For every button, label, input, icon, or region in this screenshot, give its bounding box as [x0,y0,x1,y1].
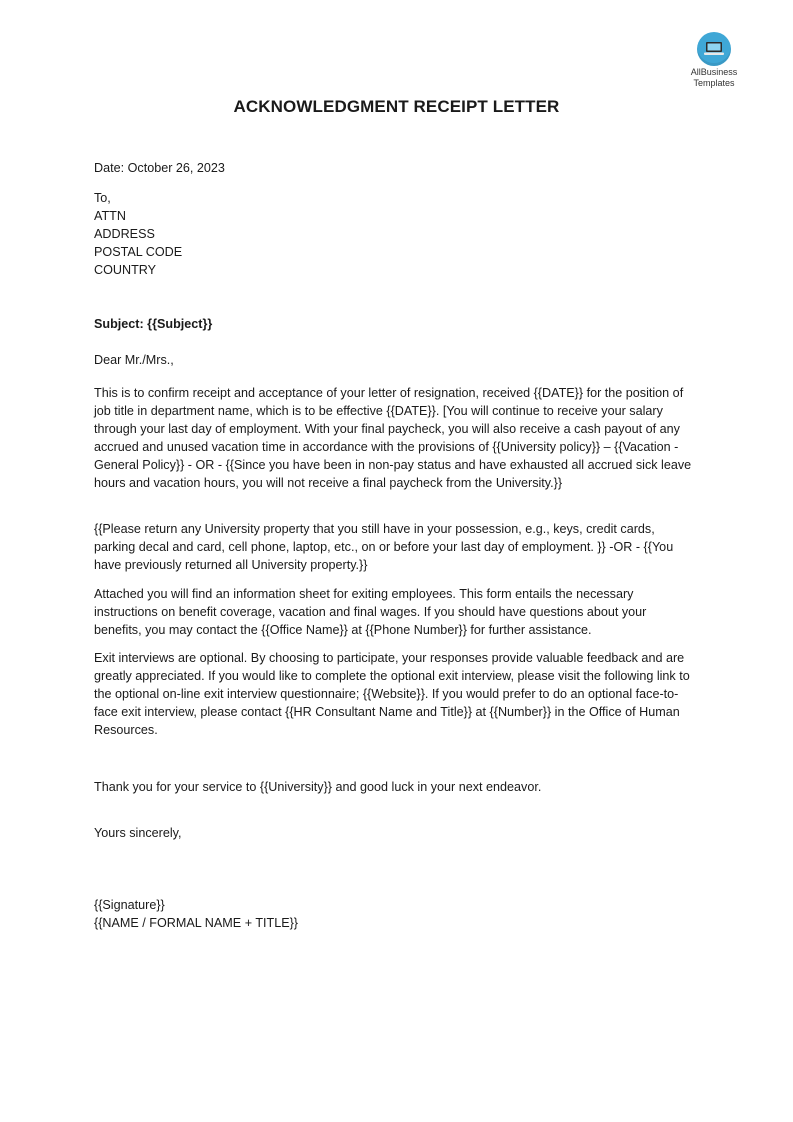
recipient-postal-code: POSTAL CODE [94,245,183,259]
logo-text-line2: Templates [693,78,735,88]
logo-text-line1: AllBusiness [690,67,738,77]
salutation: Dear Mr./Mrs., [94,353,174,367]
body-paragraph-information-sheet: Attached you will find an information sheet for exiting employees. This form entails the necessary instructions on benefit coverage, vacation and final wages. If you should have questions about your benefits, you may contact the {{Office Name}} at {{Phone Number}} for further assistance. [94,587,647,637]
recipient-country: COUNTRY [94,263,157,277]
closing-line: Yours sincerely, [94,826,182,840]
body-paragraph-resignation: This is to confirm receipt and acceptance of your letter of resignation, received {{DATE}} for the position of job title in department name, which is to be effective {{DATE}}. [You will continue to receive your salary through your last day of employment. With your final paycheck, you will also receive a cash payout of any accrued and unused vacation time in accordance with the provisions of {{University policy}} – {{Vacation - General Policy}} - OR - {{Since you have been in non-pay status and have exhausted all accrued sick leave hours and vacation hours, you will not receive a final paycheck from the University.}} [94,386,692,490]
recipient-to: To, [94,191,111,205]
body-paragraph-property: {{Please return any University property that you still have in your possession, e.g., keys, credit cards, parking decal and card, cell phone, laptop, etc., on or before your last day of employment. }} -OR - {{You have previously returned all University property.}} [94,522,674,572]
recipient-attn: ATTN [94,209,126,223]
signature-placeholder: {{Signature}} [94,898,165,912]
document-title: ACKNOWLEDGMENT RECEIPT LETTER [233,97,560,116]
recipient-address: ADDRESS [94,227,155,241]
subject-line: Subject: {{Subject}} [94,317,213,331]
date-line: Date: October 26, 2023 [94,161,225,175]
laptop-icon [697,32,731,66]
thanks-line: Thank you for your service to {{University}} and good luck in your next endeavor. [94,780,542,794]
allbusiness-templates-logo [686,32,742,88]
body-paragraph-exit-interview: Exit interviews are optional. By choosing to participate, your responses provide valuable feedback and are greatly appreciated. If you would like to complete the optional exit interview, please visit the following link to the optional on-line exit interview questionnaire; {{Website}}. If you would prefer to do an optional face-to-face exit interview, please contact {{HR Consultant Name and Title}} at {{Number}} in the Office of Human Resources. [94,651,690,737]
signer-name: {{NAME / FORMAL NAME + TITLE}} [94,916,299,930]
